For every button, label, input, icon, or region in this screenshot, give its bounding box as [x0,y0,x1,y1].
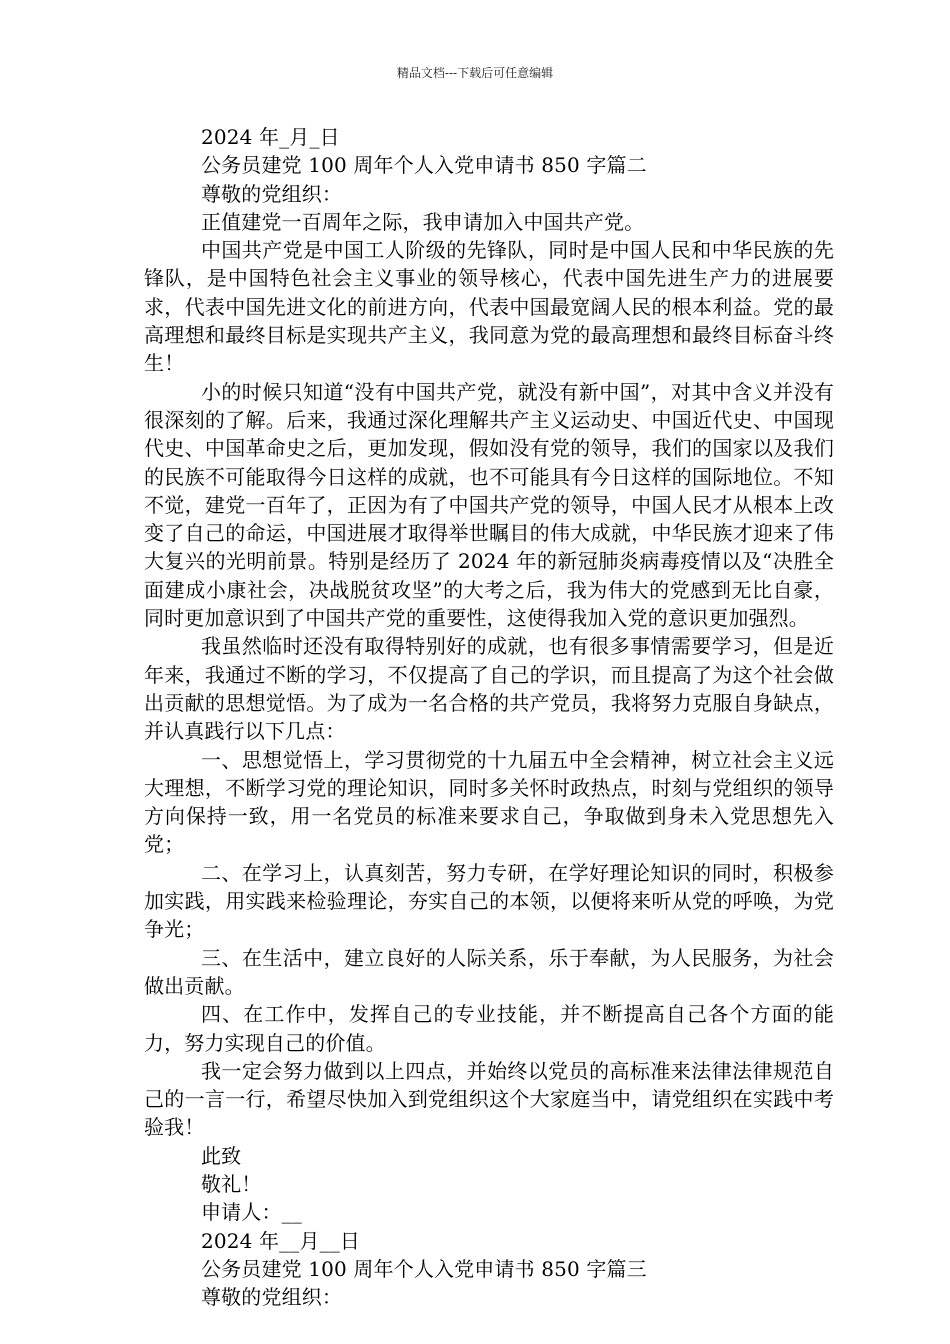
applicant-line: 申请人：__ [201,1200,302,1225]
document-body [144,123,834,1311]
date-line-top: 2024 年_月_日 [201,125,340,149]
closing-line-1: 此致 [201,1143,242,1168]
salutation-2: 尊敬的党组织： [201,181,343,206]
paragraph-3: 小的时候只知道“没有中国共产党，就没有新中国”，对其中含义并没有很深刻的了解。后来，我通过深化理解共产主义运动史、中国近代史、中国现代史、中国革命史之后，更加发现，假如没有党的领导，我们的国家以及我们的民族不可能取得今日这样的成就，也不可能具有今日这样的国际地位。不知不觉，建党一百年了，正因为有了中国共产党的领导，中国人民才从根本上改变了自己的命运，中国进展才取得举世瞩目的伟大成就，中华民族才迎来了伟大复兴的光明前景。特别是经历了 2024 年的新冠肺炎病毒疫情以及“决胜全面建成小康社会，决战脱贫攻坚”的大考之后，我为伟大的党感到无比自豪，同时更加意识到了中国共产党的重要性，这使得我加入党的意识更加强烈。 [144,379,834,631]
paragraph-7: 三、在生活中，建立良好的人际关系，乐于奉献，为人民服务，为社会做出贡献。 [144,945,834,998]
paragraph-1: 正值建党一百周年之际，我申请加入中国共产党。 [201,209,645,234]
date-line-bottom: 2024 年__月__日 [201,1228,361,1253]
paragraph-4: 我虽然临时还没有取得特别好的成就，也有很多事情需要学习，但是近年来，我通过不断的学习，不仅提高了自己的学识，而且提高了为这个社会做出贡献的思想觉悟。为了成为一名合格的共产党员，我将努力克服自身缺点，并认真践行以下几点： [144,634,834,744]
paragraph-5: 一、思想觉悟上，学习贯彻党的十九届五中全会精神，树立社会主义远大理想，不断学习党的理论知识，同时多关怀时政热点，时刻与党组织的领导方向保持一致，用一名党员的标准来要求自己，争取做到身未入党思想先入党； [144,747,834,857]
paragraph-8: 四、在工作中，发挥自己的专业技能，并不断提高自己各个方面的能力，努力实现自己的价值。 [144,1002,834,1055]
paragraph-2: 中国共产党是中国工人阶级的先锋队，同时是中国人民和中华民族的先锋队，是中国特色社会主义事业的领导核心，代表中国先进生产力的进展要求，代表中国先进文化的前进方向，代表中国最宽阔人民的根本利益。党的最高理想和最终目标是实现共产主义，我同意为党的最高理想和最终目标奋斗终生！ [144,238,834,376]
closing-line-2: 敬礼！ [201,1171,262,1196]
paragraph-6: 二、在学习上，认真刻苦，努力专研，在学好理论知识的同时，积极参加实践，用实践来检验理论，夯实自己的本领，以便将来听从党的呼唤，为党争光； [144,860,834,942]
section-title-3: 公务员建党 100 周年个人入党申请书 850 字篇三 [201,1256,647,1281]
section-title-2: 公务员建党 100 周年个人入党申请书 850 字篇二 [201,153,647,178]
paragraph-9: 我一定会努力做到以上四点，并始终以党员的高标准来法律法律规范自己的一言一行，希望尽快加入到党组织这个大家庭当中，请党组织在实践中考验我！ [144,1058,834,1140]
salutation-3: 尊敬的党组织： [201,1285,343,1310]
page-header: 精品文档---下载后可任意编辑 [396,66,554,80]
